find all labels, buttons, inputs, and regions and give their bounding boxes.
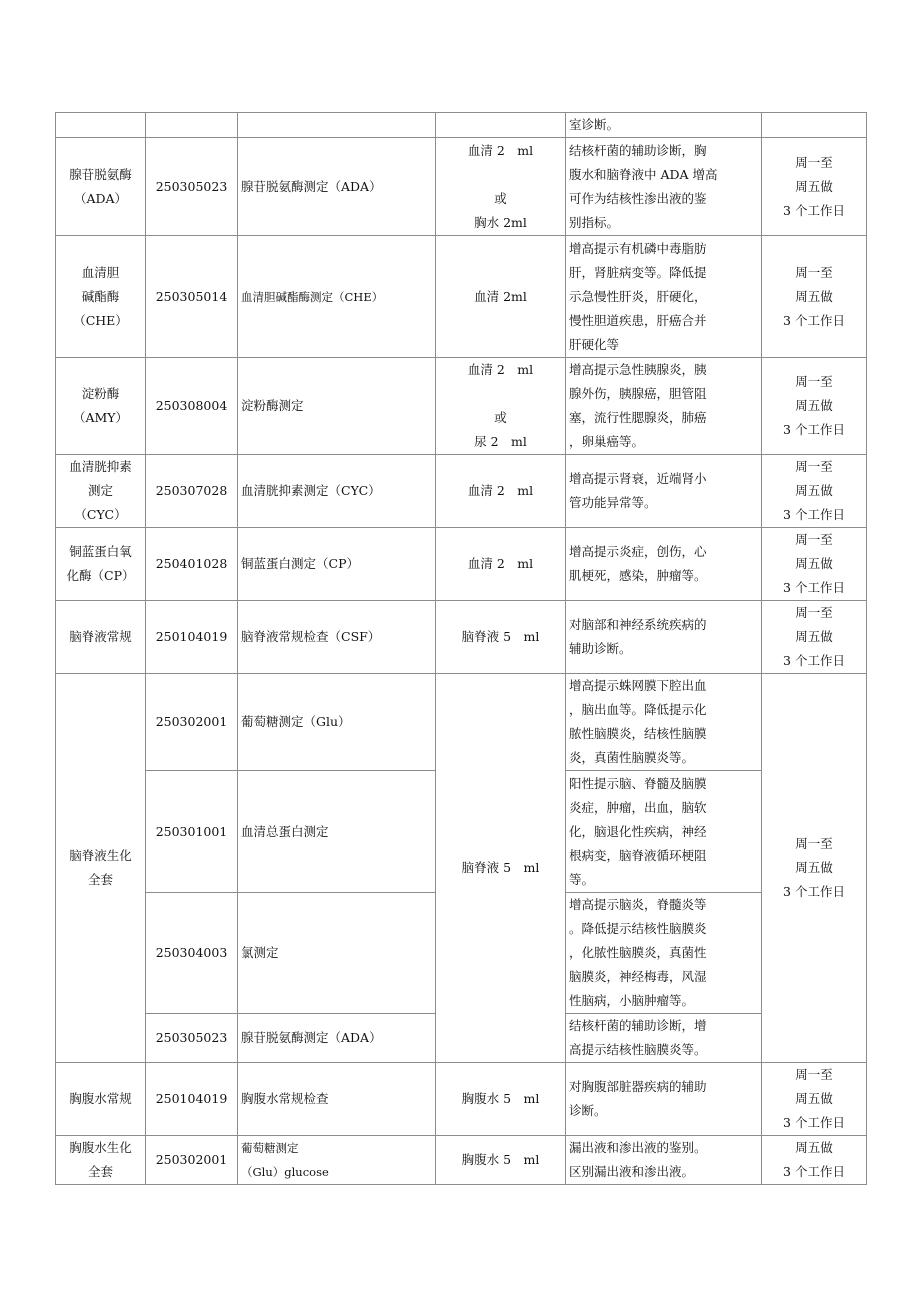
table-row (56, 358, 867, 455)
item-name-cell (238, 358, 436, 455)
cell-text-line: 增高提示炎症，创伤，心 (569, 544, 707, 559)
specimen-cell (436, 528, 566, 601)
clinical-significance-cell (566, 113, 762, 138)
item-name-cell (238, 674, 436, 771)
cell-text-line: 250308004 (155, 398, 228, 413)
cell-text-line: 炎症，肿瘤，出血，脑软 (569, 799, 707, 815)
cell-text-line: 腺外伤，胰腺癌，胆管阻 (569, 386, 707, 401)
cell-text-line: 3 个工作日 (783, 202, 845, 218)
cell-text-line: 3 个工作日 (783, 312, 845, 328)
turnaround-cell (762, 1136, 867, 1185)
cell-text-line: 周一至 (795, 532, 833, 547)
cell-text-line: 区别漏出液和渗出液。 (569, 1164, 695, 1179)
cell-text-line: 诊断。 (569, 1103, 607, 1118)
turnaround-cell (762, 138, 867, 236)
cell-text-line: 漏出液和渗出液的鉴别。 (569, 1140, 707, 1155)
cell-text-line: 周一至 (795, 154, 833, 170)
cell-text-line: 血清 2ml (474, 288, 527, 304)
cell-text-line: 淀粉酶测定 (241, 398, 304, 413)
cell-text-line: 250104019 (155, 629, 228, 644)
cell-text-line: 对胸腹部脏器疾病的辅助 (569, 1079, 707, 1094)
cell-text-line: 或 (494, 190, 507, 206)
turnaround-cell (762, 113, 867, 138)
item-name-cell (238, 1014, 436, 1063)
clinical-significance-cell (566, 1136, 762, 1185)
test-name-cell (56, 528, 146, 601)
cell-text-line: 增高提示肾衰，近端肾小 (569, 471, 707, 486)
cell-text-line: （Glu）glucose (241, 1165, 329, 1179)
cell-text-line: 胸腹水常规 (69, 1091, 132, 1106)
cell-text-line: 化，脑退化性疾病，神经 (569, 823, 707, 839)
cell-text-line: 碱酯酶 (81, 288, 120, 304)
table-row (56, 528, 867, 601)
cell-text-line: 辅助诊断。 (569, 641, 632, 656)
cell-text-line: 脑膜炎，神经梅毒，风湿 (569, 969, 707, 984)
cell-text-line: 250305023 (155, 1030, 228, 1045)
cell-text-line: 胸腹水 5 ml (461, 1091, 540, 1106)
item-code-cell (146, 1014, 238, 1063)
item-name-cell (238, 113, 436, 138)
cell-text-line: 淀粉酶 (81, 386, 120, 401)
cell-text-line: 结核杆菌的辅助诊断，增 (569, 1018, 707, 1033)
specimen-cell (436, 138, 566, 236)
cell-text-line: 周五做 (795, 1140, 833, 1155)
item-code-cell (146, 113, 238, 138)
specimen-cell (436, 674, 566, 1063)
cell-text-line: 或 (494, 410, 507, 425)
turnaround-cell (762, 528, 867, 601)
test-items-table (55, 112, 867, 1185)
cell-text-line: （CHE） (73, 312, 128, 328)
clinical-significance-cell (566, 674, 762, 771)
cell-text-line: 血清胱抑素 (69, 459, 132, 474)
item-code-cell (146, 674, 238, 771)
item-name-cell (238, 138, 436, 236)
cell-text-line: 。降低提示结核性脑膜炎 (569, 921, 707, 936)
table-row (56, 674, 867, 771)
cell-text-line: 脑脊液 5 ml (461, 860, 540, 875)
test-name-cell (56, 455, 146, 528)
cell-text-line (439, 163, 562, 187)
item-code-cell (146, 455, 238, 528)
cell-text-line: 胸腹水 5 ml (461, 1152, 540, 1167)
clinical-significance-cell (566, 601, 762, 674)
table-row (56, 113, 867, 138)
cell-text-line: 结核杆菌的辅助诊断，胸 (569, 142, 707, 158)
cell-text-line: 3 个工作日 (783, 653, 845, 668)
cell-text-line: 3 个工作日 (783, 580, 845, 595)
cell-text-line: 尿 2 ml (474, 434, 527, 449)
turnaround-cell (762, 674, 867, 1063)
cell-text-line: 脓性脑膜炎，结核性脑膜 (569, 726, 707, 741)
specimen-cell (436, 1063, 566, 1136)
cell-text-line: 3 个工作日 (783, 1115, 845, 1130)
cell-text-line: ，卵巢癌等。 (569, 434, 645, 449)
cell-text-line: 250307028 (155, 483, 228, 498)
cell-text-line: 增高提示蛛网膜下腔出血 (569, 678, 707, 693)
cell-text-line: 管功能异常等。 (569, 495, 657, 510)
clinical-significance-cell (566, 358, 762, 455)
item-code-cell (146, 1063, 238, 1136)
item-name-cell (238, 601, 436, 674)
cell-text-line: 血清 2 ml (467, 556, 534, 571)
cell-text-line: 脑脊液常规检查（CSF） (241, 629, 381, 644)
turnaround-cell (762, 236, 867, 358)
clinical-significance-cell (566, 236, 762, 358)
table-row (56, 601, 867, 674)
item-code-cell (146, 528, 238, 601)
cell-text-line: 室诊断。 (569, 117, 620, 132)
cell-text-line: 周五做 (795, 629, 833, 644)
cell-text-line: 3 个工作日 (783, 884, 845, 899)
clinical-significance-cell (566, 528, 762, 601)
cell-text-line: 全套 (87, 1164, 113, 1179)
turnaround-cell (762, 358, 867, 455)
table-row (56, 138, 867, 236)
cell-text-line: 氯测定 (241, 945, 279, 960)
cell-text-line: 周一至 (795, 1067, 833, 1082)
cell-text-line: 周五做 (795, 288, 833, 304)
turnaround-cell (762, 455, 867, 528)
cell-text-line: 脑脊液生化 (69, 848, 132, 863)
test-name-cell (56, 358, 146, 455)
cell-text-line: ，脑出血等。降低提示化 (569, 702, 707, 717)
cell-text-line: ，化脓性脑膜炎，真菌性 (569, 945, 707, 960)
table-row (56, 1136, 867, 1185)
cell-text-line: 腺苷脱氨酶测定（ADA） (241, 1030, 382, 1045)
cell-text-line: 肝，肾脏病变等。降低提 (569, 264, 707, 280)
cell-text-line: 脑脊液 5 ml (461, 629, 540, 644)
cell-text-line: 塞，流行性腮腺炎，肺癌 (569, 410, 707, 425)
cell-text-line: 增高提示脑炎，脊髓炎等 (569, 897, 707, 912)
cell-text-line: 胸腹水常规检查 (241, 1091, 329, 1106)
cell-text-line: （ADA） (73, 190, 128, 206)
cell-text-line: 周五做 (795, 483, 833, 498)
cell-text-line: 慢性胆道疾患，肝癌合并 (569, 312, 707, 328)
cell-text-line: 周五做 (795, 1091, 833, 1106)
cell-text-line: 肝硬化等 (569, 336, 620, 352)
cell-text-line: 250401028 (155, 556, 228, 571)
item-code-cell (146, 601, 238, 674)
cell-text-line: 3 个工作日 (783, 507, 845, 522)
table-row (56, 236, 867, 358)
test-name-cell (56, 236, 146, 358)
specimen-cell (436, 455, 566, 528)
specimen-cell (436, 1136, 566, 1185)
cell-text-line: 250305023 (155, 178, 228, 194)
test-name-cell (56, 1063, 146, 1136)
item-name-cell (238, 455, 436, 528)
cell-text-line: 250304003 (155, 945, 228, 960)
cell-text-line: 周五做 (795, 178, 833, 194)
turnaround-cell (762, 1063, 867, 1136)
test-name-cell (56, 601, 146, 674)
item-name-cell (238, 1063, 436, 1136)
cell-text-line: （AMY） (72, 410, 129, 425)
item-name-cell (238, 236, 436, 358)
clinical-significance-cell (566, 1063, 762, 1136)
cell-text-line: 周一至 (795, 459, 833, 474)
cell-text-line: 250104019 (155, 1091, 228, 1106)
cell-text-line: 测定 (87, 483, 113, 498)
turnaround-cell (762, 601, 867, 674)
cell-text-line: 周一至 (795, 264, 833, 280)
cell-text-line: 3 个工作日 (783, 422, 845, 437)
cell-text-line: 等。 (569, 871, 595, 887)
cell-text-line: 腹水和脑脊液中 ADA 增高 (569, 166, 718, 182)
cell-text-line: 对脑部和神经系统疾病的 (569, 617, 707, 632)
cell-text-line: 血清 2 ml (467, 483, 534, 498)
specimen-cell (436, 113, 566, 138)
cell-text-line: 增高提示有机磷中毒脂肪 (569, 240, 707, 256)
table-row (56, 455, 867, 528)
item-code-cell (146, 1136, 238, 1185)
cell-text-line: 250302001 (155, 714, 228, 729)
cell-text-line: 胸腹水生化 (69, 1140, 132, 1155)
item-name-cell (238, 528, 436, 601)
cell-text-line: 铜蓝蛋白测定（CP） (241, 556, 359, 571)
cell-text-line: 阳性提示脑、脊髓及脑膜 (569, 775, 707, 791)
test-name-cell (56, 113, 146, 138)
clinical-significance-cell (566, 771, 762, 893)
cell-text-line: 周五做 (795, 860, 833, 875)
cell-text-line (439, 382, 562, 406)
cell-text-line: 增高提示急性胰腺炎，胰 (569, 362, 707, 377)
item-code-cell (146, 236, 238, 358)
cell-text-line: 血清胆 (81, 264, 120, 280)
clinical-significance-cell (566, 893, 762, 1014)
item-name-cell (238, 1136, 436, 1185)
test-name-cell (56, 674, 146, 1063)
item-code-cell (146, 358, 238, 455)
specimen-cell (436, 601, 566, 674)
cell-text-line: 周一至 (795, 836, 833, 851)
cell-text-line: 周五做 (795, 556, 833, 571)
cell-text-line: 根病变，脑脊液循环梗阻 (569, 847, 707, 863)
cell-text-line: 脑脊液常规 (69, 629, 132, 644)
item-name-cell (238, 893, 436, 1014)
specimen-cell (436, 236, 566, 358)
cell-text-line: 腺苷脱氨酶 (69, 166, 132, 182)
cell-text-line: 周一至 (795, 605, 833, 620)
cell-text-line: 示急慢性肝炎，肝硬化， (569, 288, 707, 304)
cell-text-line: 血清 2 ml (467, 142, 534, 158)
cell-text-line: 炎，真菌性脑膜炎等。 (569, 750, 695, 765)
table-body (56, 113, 867, 1185)
cell-text-line: 可作为结核性渗出液的鉴 (569, 190, 707, 206)
clinical-significance-cell (566, 138, 762, 236)
cell-text-line: 全套 (87, 872, 113, 887)
cell-text-line: 高提示结核性脑膜炎等。 (569, 1042, 707, 1057)
cell-text-line: 血清胱抑素测定（CYC） (241, 483, 381, 498)
cell-text-line: 葡萄糖测定 (241, 1141, 299, 1155)
item-name-cell (238, 771, 436, 893)
cell-text-line: 胸水 2ml (474, 214, 527, 230)
specimen-cell (436, 358, 566, 455)
table-row (56, 1063, 867, 1136)
cell-text-line: 250305014 (155, 288, 228, 304)
item-code-cell (146, 893, 238, 1014)
cell-text-line: （CYC） (74, 507, 127, 522)
cell-text-line: 葡萄糖测定（Glu） (241, 714, 351, 729)
cell-text-line: 血清 2 ml (467, 362, 534, 377)
cell-text-line: 血清胆碱酯酶测定（CHE） (241, 289, 384, 304)
cell-text-line: 别指标。 (569, 214, 620, 230)
item-code-cell (146, 771, 238, 893)
item-code-cell (146, 138, 238, 236)
cell-text-line: 腺苷脱氨酶测定（ADA） (241, 178, 382, 194)
clinical-significance-cell (566, 1014, 762, 1063)
cell-text-line: 250302001 (155, 1152, 228, 1167)
cell-text-line: 肌梗死，感染，肿瘤等。 (569, 568, 707, 583)
cell-text-line: 化酶（CP） (66, 568, 135, 583)
cell-text-line: 血清总蛋白测定 (241, 823, 329, 839)
cell-text-line: 周一至 (795, 374, 833, 389)
test-name-cell (56, 138, 146, 236)
cell-text-line: 周五做 (795, 398, 833, 413)
test-name-cell (56, 1136, 146, 1185)
cell-text-line: 性脑病，小脑肿瘤等。 (569, 993, 695, 1008)
cell-text-line: 3 个工作日 (783, 1164, 845, 1179)
clinical-significance-cell (566, 455, 762, 528)
cell-text-line: 250301001 (155, 823, 228, 839)
cell-text-line: 铜蓝蛋白氧 (69, 544, 132, 559)
